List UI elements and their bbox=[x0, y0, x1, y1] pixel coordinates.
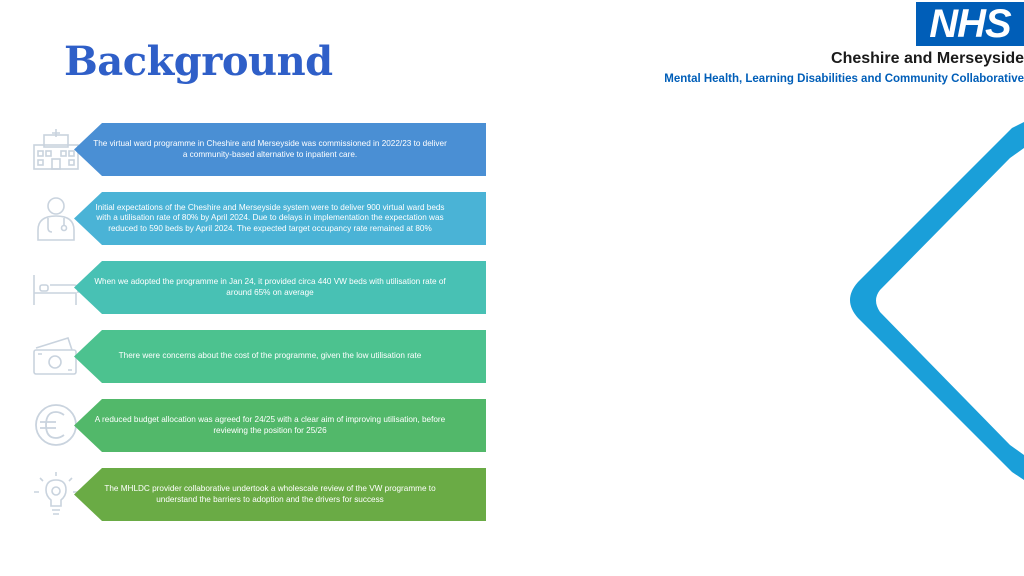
list-item bbox=[30, 261, 456, 314]
org-name: Cheshire and Merseyside bbox=[831, 50, 1024, 67]
list-item bbox=[30, 123, 456, 176]
list-item bbox=[30, 399, 456, 452]
item-text: The MHLDC provider collaborative undertook a wholescale review of the VW programme to understand the barriers to adoption and the drivers for success bbox=[104, 484, 436, 504]
item-text: When we adopted the programme in Jan 24, it provided circa 440 VW beds with utilisation rate of around 65% on average bbox=[94, 277, 446, 297]
list-item bbox=[30, 192, 456, 245]
slide-title: Background bbox=[64, 38, 333, 85]
item-text: There were concerns about the cost of the programme, given the low utilisation rate bbox=[118, 351, 422, 361]
item-text: A reduced budget allocation was agreed for 24/25 with a clear aim of improving utilisation, before reviewing the position for 25/26 bbox=[94, 415, 446, 435]
nhs-logo: NHS bbox=[916, 2, 1024, 46]
org-subtitle: Mental Health, Learning Disabilities and Community Collaborative bbox=[664, 73, 1024, 85]
list-item bbox=[30, 330, 456, 383]
item-text: The virtual ward programme in Cheshire and Merseyside was commissioned in 2022/23 to deliver a community-based alternative to inpatient care. bbox=[93, 139, 447, 159]
list-item bbox=[30, 468, 456, 521]
item-text: Initial expectations of the Cheshire and Merseyside system were to deliver 900 virtual ward beds with a utilisation rate of 80% by April 2024. Due to delays in implementation the expectation was reduced to 590 beds by April 2024. The expected target occupancy rate remained at 80% bbox=[95, 202, 445, 233]
